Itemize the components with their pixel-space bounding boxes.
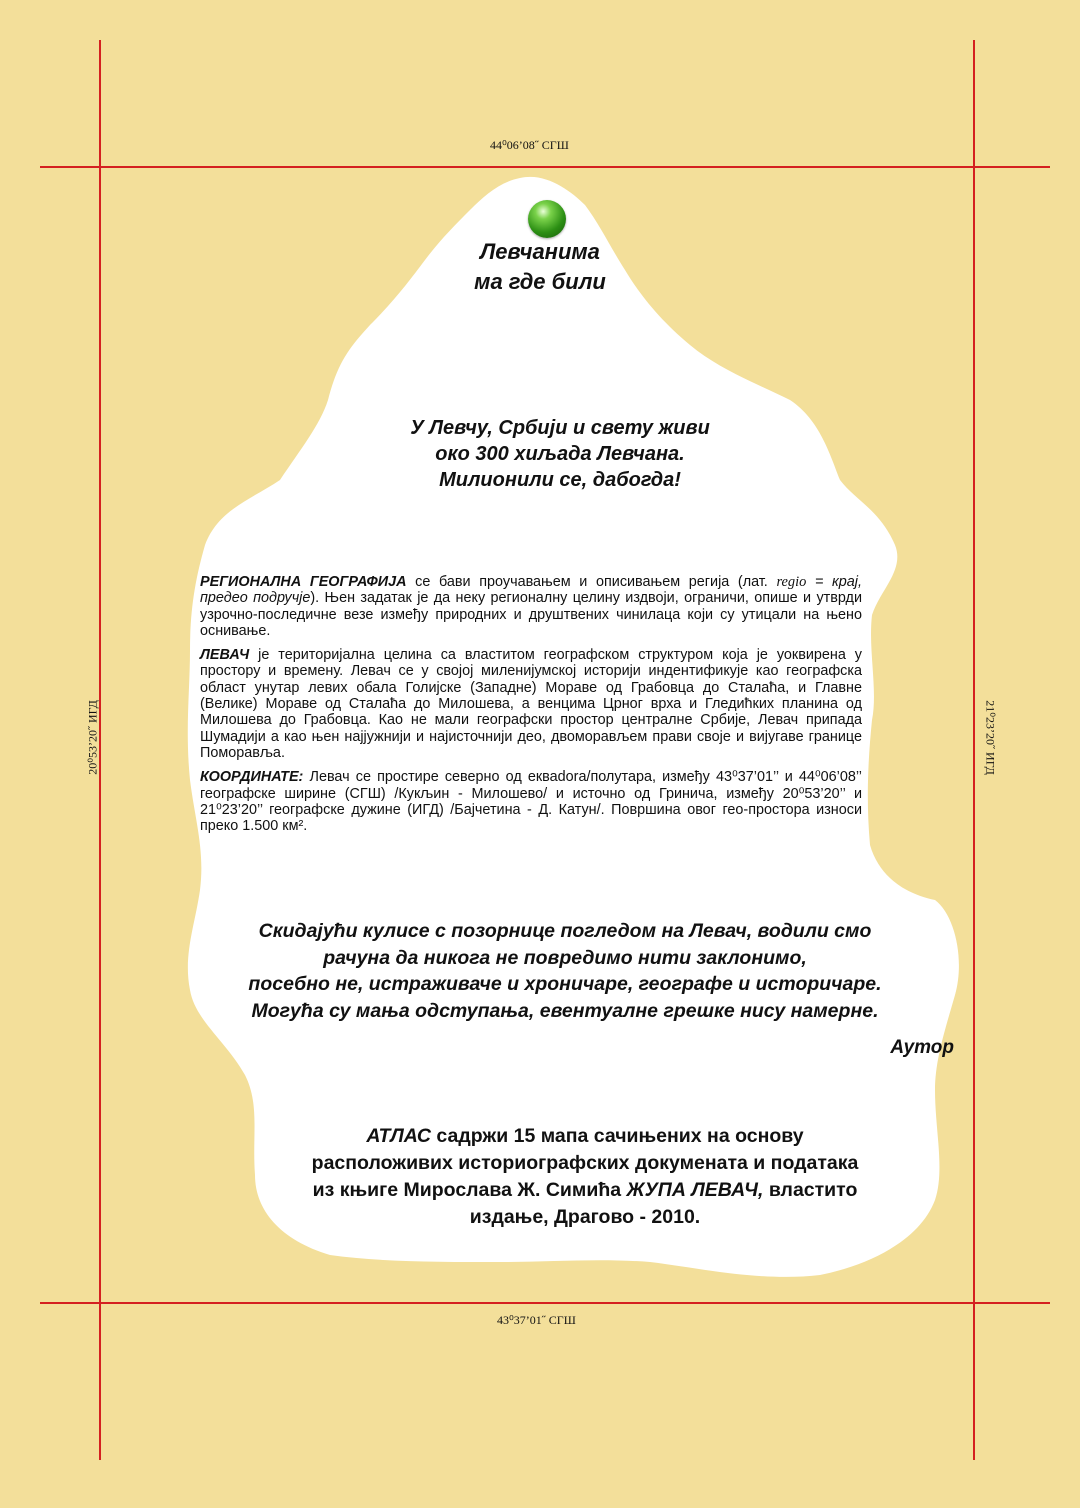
north-boundary-line xyxy=(40,166,1050,168)
intro-line: Милионили се, дабогда! xyxy=(439,469,681,491)
term-heading: РЕГИОНАЛНА ГЕОГРАФИЈА xyxy=(200,574,407,590)
body-text xyxy=(200,574,862,842)
east-boundary-line xyxy=(973,40,975,1460)
atlas-line: из књиге Мирослава Ж. Симића ЖУПА ЛЕВАЧ, властито xyxy=(312,1179,858,1201)
atlas-heading: АТЛАС xyxy=(366,1125,431,1147)
atlas-statement xyxy=(240,1123,930,1231)
green-bead-icon xyxy=(528,200,566,238)
atlas-line: издање, Драгово - 2010. xyxy=(469,1206,701,1228)
east-longitude-label: 21⁰23’20˝ ИГД xyxy=(983,700,998,775)
atlas-line: АТЛАС садржи 15 мапа сачињених на основу xyxy=(366,1125,804,1147)
author-signature: Аутор xyxy=(890,1037,954,1058)
west-longitude-label: 20⁰53’20˝ ИГД xyxy=(85,700,100,775)
book-title: ЖУПА ЛЕВАЧ, xyxy=(626,1179,764,1201)
north-latitude-label: 44⁰06’08˝ СГШ xyxy=(490,138,569,152)
note-line: Могућа су мања одступања, евентуалне грешке нису намерне. xyxy=(251,999,879,1022)
south-latitude-label: 43⁰37’01˝ СГШ xyxy=(497,1313,576,1327)
paragraph-levach: ЛЕВАЧ је територијална целина са властитом географском структуром која је уоквирена у простору и времену. Левач се у својој миленијумској историји индентификује као географска област унутар левих обала Голијске (Западне) Мораве од Грабовца до Сталаћа, и Главне (Велике) Мораве од Сталаћа до Милошева, а венцима Црног врха и Гледићких планина од Милошева до Грабовца. Као не мали географски простор централне Србије, Левач припада Шумадији а као њен најјужнији и најисточнији део, двоморављем прави своје и вијугаве границе Поморавља. xyxy=(200,647,862,761)
dedication xyxy=(380,237,700,297)
paragraph-coordinates: КООРДИНАТЕ: Левач се простире северно од екваdora/полутара, између 43⁰37’01’’ и 44⁰06’08’’ географске ширине (СГШ) /Кукљин - Милошево/ и источно од Гринича, између 20⁰53’20’’ и 21⁰23’20’’ географске дужине (ИГД) /Бајчетина - Д. Катун/. Површина овог гео-простора износи преко 1.500 км². xyxy=(200,769,862,835)
note-line: рачуна да никога не повредимо нити заклонимо, xyxy=(323,946,807,969)
term-heading: ЛЕВАЧ xyxy=(200,647,250,664)
intro-line: У Левчу, Србији и свету живи xyxy=(410,417,710,439)
note-line: Скидајући кулисе с позорнице погледом на Левач, водили смо xyxy=(258,920,872,942)
intro-text xyxy=(360,415,760,493)
author-note xyxy=(200,918,930,1024)
paragraph-regional-geography: РЕГИОНАЛНА ГЕОГРАФИЈА се бави проучавањем и описивањем регија (лат. regio = крај, предео подручје). Њен задатак је да неку регионалну целину издвоји, ограничи, опише и утврди узрочно-последичне везе између природних и друштвених чинилаца који су утицали на њено оснивање. xyxy=(200,574,862,639)
term-heading: КООРДИНАТЕ: xyxy=(200,769,304,786)
dedication-line: ма где били xyxy=(474,269,606,294)
intro-line: око 300 хиљада Левчана. xyxy=(435,443,685,465)
atlas-line: расположивих историографских докумената и података xyxy=(311,1152,859,1174)
dedication-line: Левчанима xyxy=(480,239,600,264)
note-line: посебно не, истраживаче и хроничаре, географе и историчаре. xyxy=(248,973,882,995)
south-boundary-line xyxy=(40,1302,1050,1304)
latin-term: regio xyxy=(776,574,807,590)
